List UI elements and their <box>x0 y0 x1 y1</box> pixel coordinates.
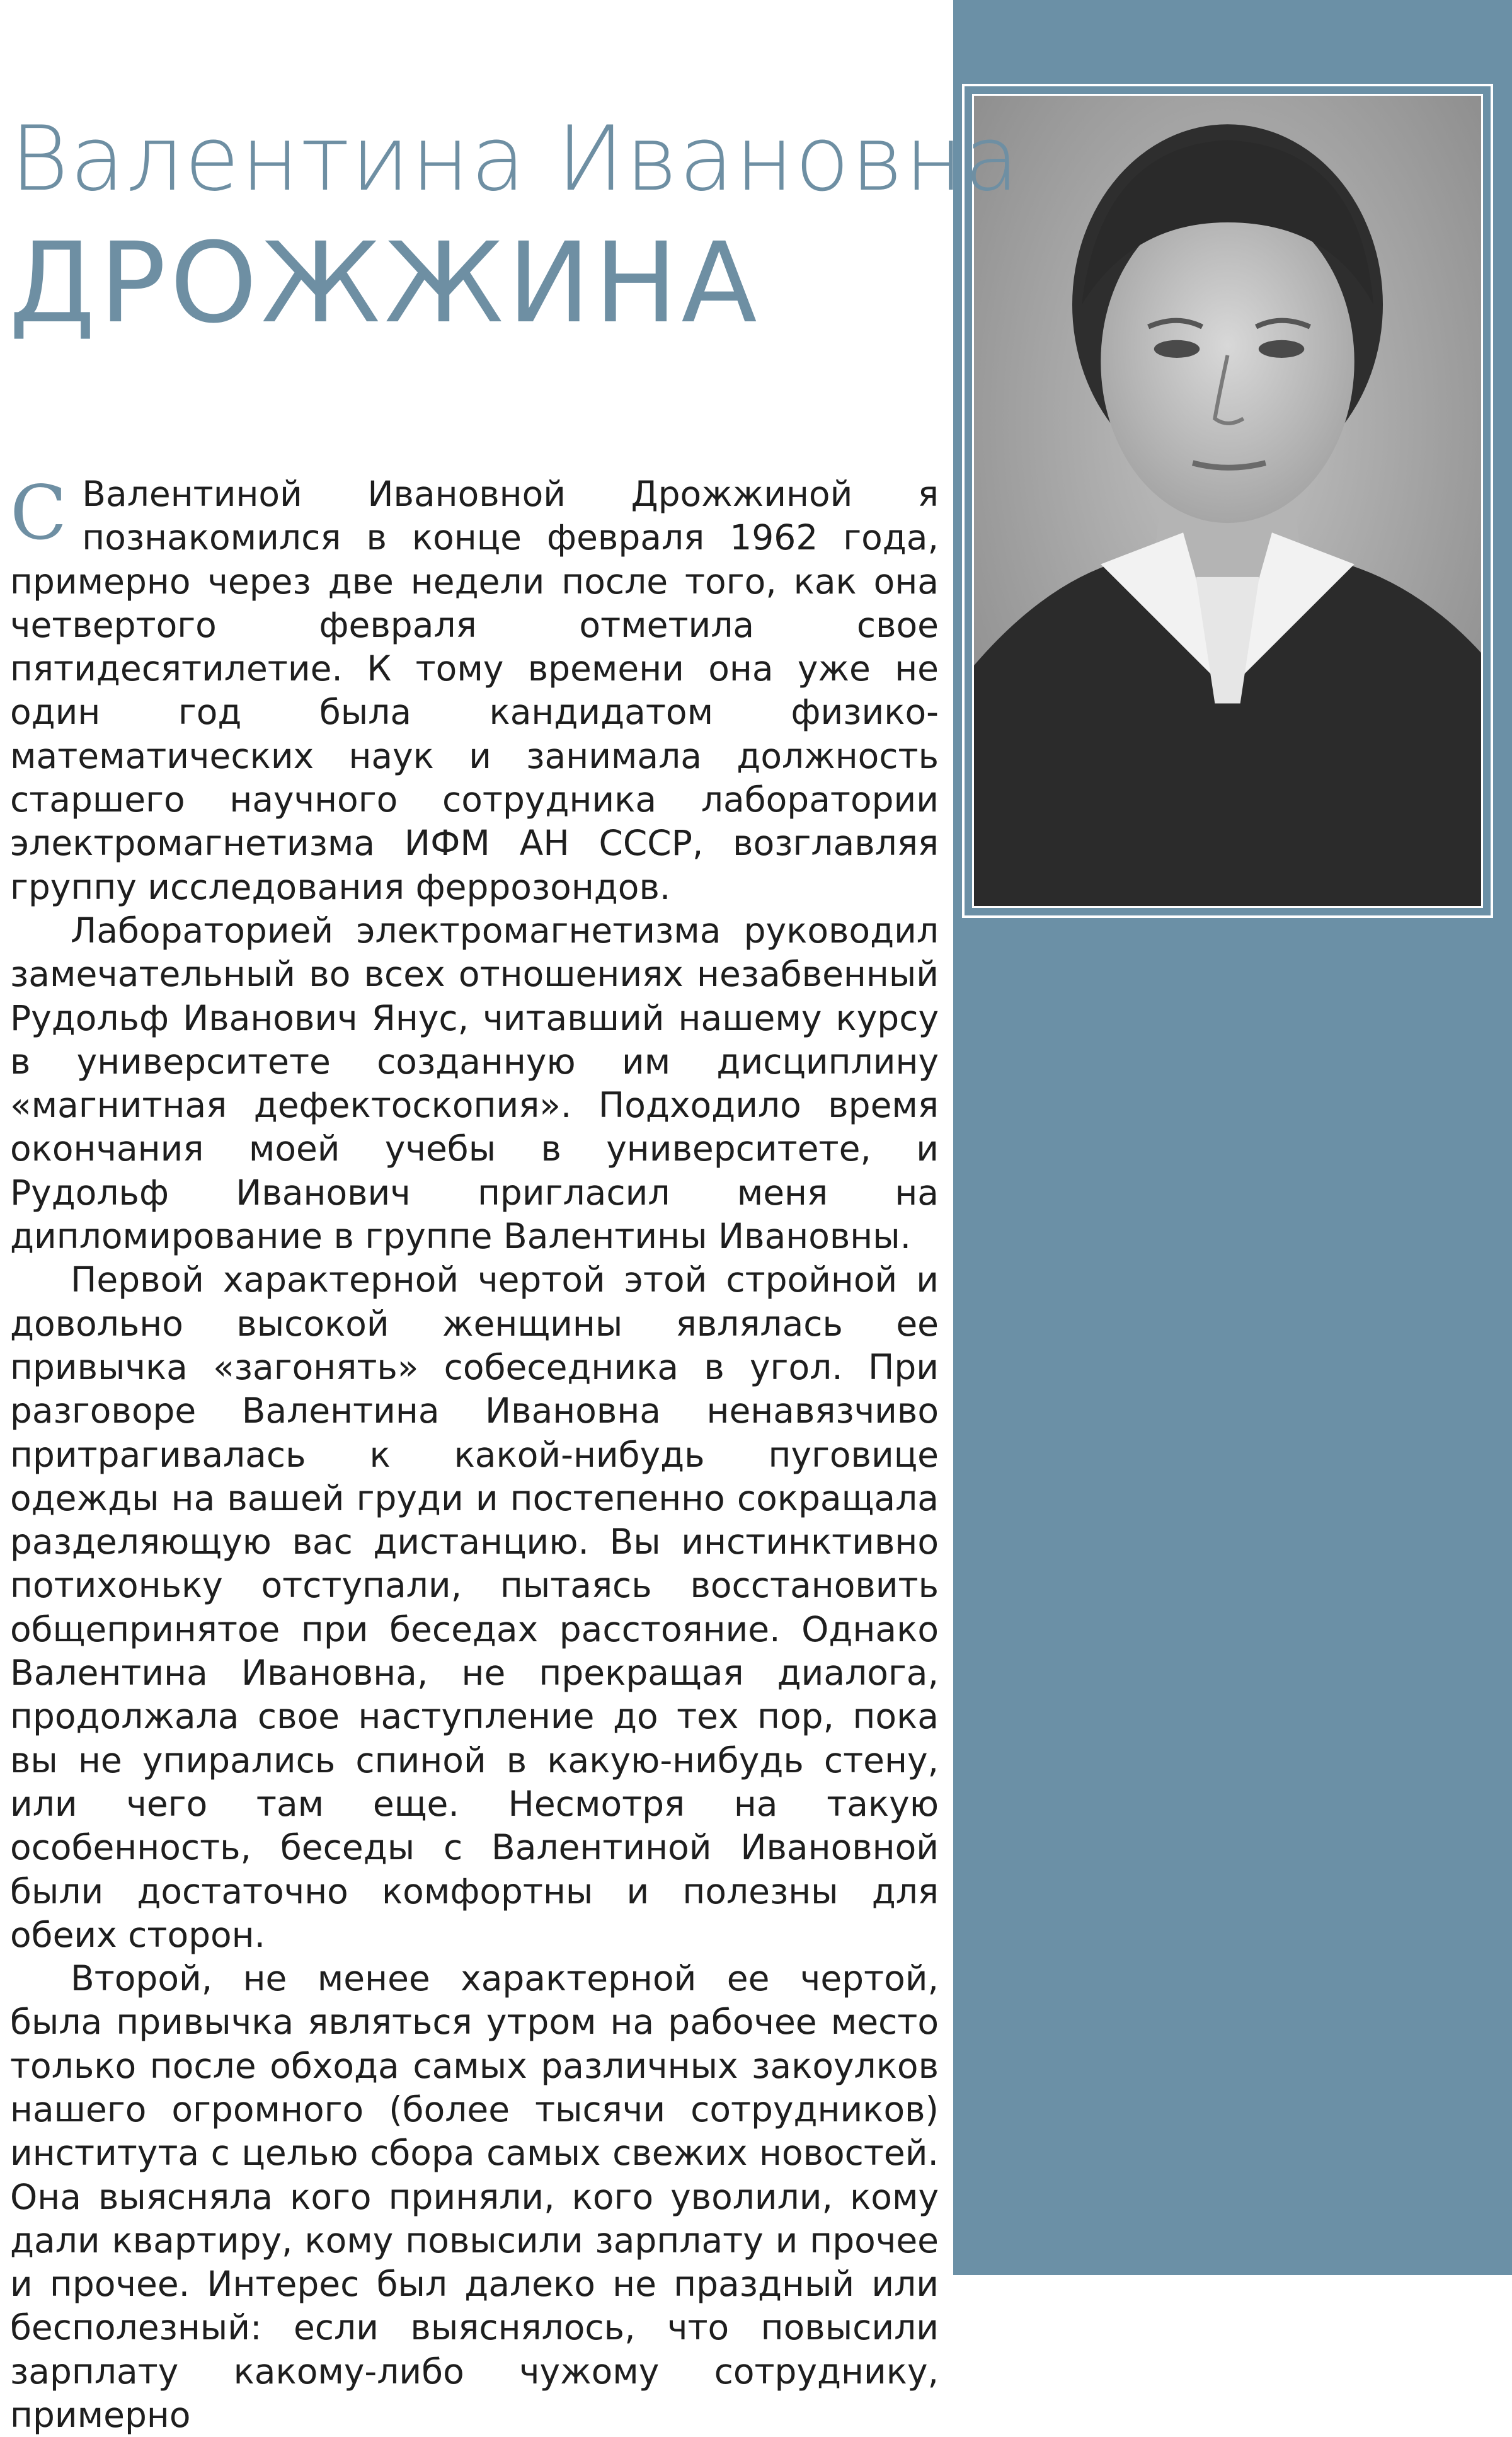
page-title-first-name: Валентина Ивановна <box>10 107 1021 211</box>
portrait-photo <box>972 94 1483 908</box>
page-title-last-name: ДРОЖЖИНА <box>9 219 761 348</box>
article-body <box>10 469 939 2437</box>
portrait-photo-icon <box>974 96 1481 906</box>
portrait-frame <box>962 84 1493 918</box>
article-paragraph: Первой характерной чертой этой стройной и довольно высокой женщины являлась ее привычка «загонять» собеседника в угол. При разговоре Валентина Ивановна ненавязчиво притрагивалась к какой-нибудь пуговице одежды на вашей груди и постепенно сокращала разделяющую вас дистанцию. Вы инстинктивно потихоньку отступали, пытаясь восстановить общепринятое при беседах расстояние. Однако Валентина Ивановна, не прекращая диалога, продолжала свое наступление до тех пор, пока вы не упирались спиной в какую-нибудь стену, или чего там еще. Несмотря на такую особенность, беседы с Валентиной Ивановной были достаточно комфортны и полезны для обеих сторон. <box>10 1259 939 1955</box>
drop-cap: С <box>10 469 67 556</box>
paragraph-text: Валентиной Ивановной Дрожжиной я познакомился в конце февраля 1962 года, примерно через две недели после того, как она четвертого февраля отметила свое пятидесятилетие. К тому времени она уже не один год была кандидатом физико-математических наук и занимала должность старшего научного сотрудника лаборатории электромагнетизма ИФМ АН СССР, возглавляя группу исследования феррозондов. <box>10 474 939 907</box>
article-paragraph: Лабораторией электромагнетизма руководил замечательный во всех отношениях незабвенный Рудольф Иванович Янус, читавший нашему курсу в университете созданную им дисциплину «магнитная дефектоскопия». Подходило время окончания моей учебы в университете, и Рудольф Иванович пригласил меня на дипломирование в группе Валентины Ивановны. <box>10 910 939 1257</box>
article-paragraph: Второй, не менее характерной ее чертой, была привычка являться утром на рабочее место только после обхода самых различных закоулков нашего огромного (более тысячи сотрудников) института с целью сбора самых свежих новостей. Она выясняла кого приняли, кого уволили, кому дали квартиру, кому повысили зарплату и прочее и прочее. Интерес был далеко не праздный или бесполезный: если выяснялось, что повысили зарплату какому-либо чужому сотруднику, примерно <box>10 1958 939 2436</box>
article-paragraph <box>10 469 939 909</box>
